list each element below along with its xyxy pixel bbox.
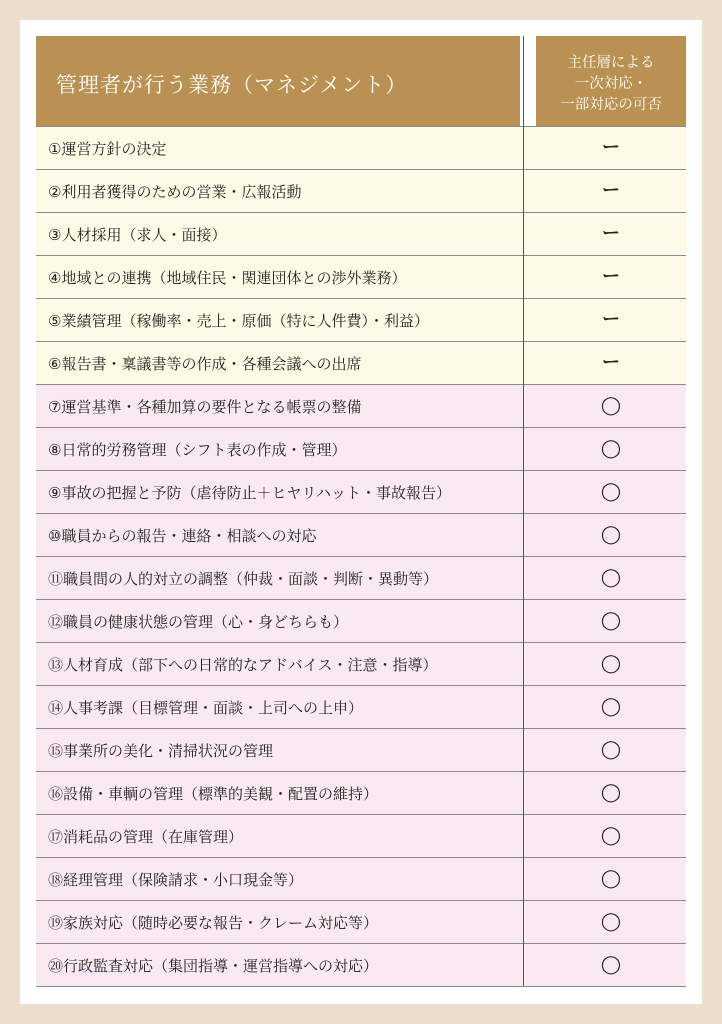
table-row <box>36 170 686 213</box>
table-row <box>36 557 686 600</box>
table-row <box>36 126 686 170</box>
circle-mark: ◯ <box>600 567 622 588</box>
dash-mark: ー <box>602 180 620 201</box>
table-row <box>36 213 686 256</box>
dash-mark: ー <box>602 137 620 158</box>
task-label: ⑱経理管理（保険請求・小口現金等） <box>48 870 304 889</box>
header-side <box>536 36 686 132</box>
table-row <box>36 901 686 944</box>
task-label: ②利用者獲得のための営業・広報活動 <box>48 182 302 201</box>
table-row <box>36 342 686 385</box>
circle-mark: ◯ <box>600 782 622 803</box>
table-row <box>36 385 686 428</box>
table-row <box>36 299 686 342</box>
task-label: ⑳行政監査対応（集団指導・運営指導への対応） <box>48 956 379 975</box>
task-label: ⑬人材育成（部下への日常的なアドバイス・注意・指導） <box>48 655 438 674</box>
task-label: ⑲家族対応（随時必要な報告・クレーム対応等） <box>48 913 379 932</box>
table-row <box>36 428 686 471</box>
table-row <box>36 858 686 901</box>
task-label: ③人材採用（求人・面接） <box>48 225 227 244</box>
task-label: ⑫職員の健康状態の管理（心・身どちらも） <box>48 612 349 631</box>
circle-mark: ◯ <box>600 610 622 631</box>
circle-mark: ◯ <box>600 481 622 502</box>
task-label: ⑩職員からの報告・連絡・相談への対応 <box>48 526 317 545</box>
header-title <box>36 36 520 132</box>
table-row <box>36 471 686 514</box>
table-row <box>36 944 686 987</box>
task-label: ⑧日常的労務管理（シフト表の作成・管理） <box>48 440 347 459</box>
table-row <box>36 514 686 557</box>
table-row <box>36 686 686 729</box>
task-label: ⑪職員間の人的対立の調整（仲裁・面談・判断・異動等） <box>48 569 439 588</box>
task-label: ④地域との連携（地域住民・関連団体との渉外業務） <box>48 268 407 287</box>
task-label: ⑭人事考課（目標管理・面談・上司への上申） <box>48 698 364 717</box>
table-row <box>36 729 686 772</box>
task-label: ⑥報告書・稟議書等の作成・各種会議への出席 <box>48 354 362 373</box>
circle-mark: ◯ <box>600 524 622 545</box>
header-side-line-3: 一部対応の可否 <box>560 96 662 113</box>
circle-mark: ◯ <box>600 825 622 846</box>
task-label: ⑮事業所の美化・清掃状況の管理 <box>48 741 274 760</box>
table-header <box>36 36 686 132</box>
header-side-line-2: 一次対応・ <box>574 75 648 92</box>
task-label: ⑨事故の把握と予防（虐待防止＋ヒヤリハット・事故報告） <box>48 483 452 502</box>
header-title-text: 管理者が行う業務（マネジメント） <box>56 73 408 97</box>
document-card <box>20 20 702 1004</box>
task-label: ⑰消耗品の管理（在庫管理） <box>48 827 244 846</box>
column-divider <box>523 36 524 986</box>
circle-mark: ◯ <box>600 739 622 760</box>
task-label: ⑦運営基準・各種加算の要件となる帳票の整備 <box>48 397 362 416</box>
circle-mark: ◯ <box>600 868 622 889</box>
table-row <box>36 815 686 858</box>
tasks-table <box>36 126 686 987</box>
dash-mark: ー <box>602 266 620 287</box>
circle-mark: ◯ <box>600 395 622 416</box>
task-label: ⑤業績管理（稼働率・売上・原価（特に人件費）・利益） <box>48 311 429 330</box>
table-row <box>36 600 686 643</box>
dash-mark: ー <box>602 309 620 330</box>
task-label: ⑯設備・車輌の管理（標準的美観・配置の維持） <box>48 784 379 803</box>
header-side-line-1: 主任層による <box>567 54 655 71</box>
table-row <box>36 772 686 815</box>
dash-mark: ー <box>602 352 620 373</box>
circle-mark: ◯ <box>600 696 622 717</box>
circle-mark: ◯ <box>600 653 622 674</box>
dash-mark: ー <box>602 223 620 244</box>
circle-mark: ◯ <box>600 911 622 932</box>
circle-mark: ◯ <box>600 438 622 459</box>
table-row <box>36 643 686 686</box>
table-row <box>36 256 686 299</box>
task-label: ①運営方針の決定 <box>48 139 167 158</box>
circle-mark: ◯ <box>600 954 622 975</box>
